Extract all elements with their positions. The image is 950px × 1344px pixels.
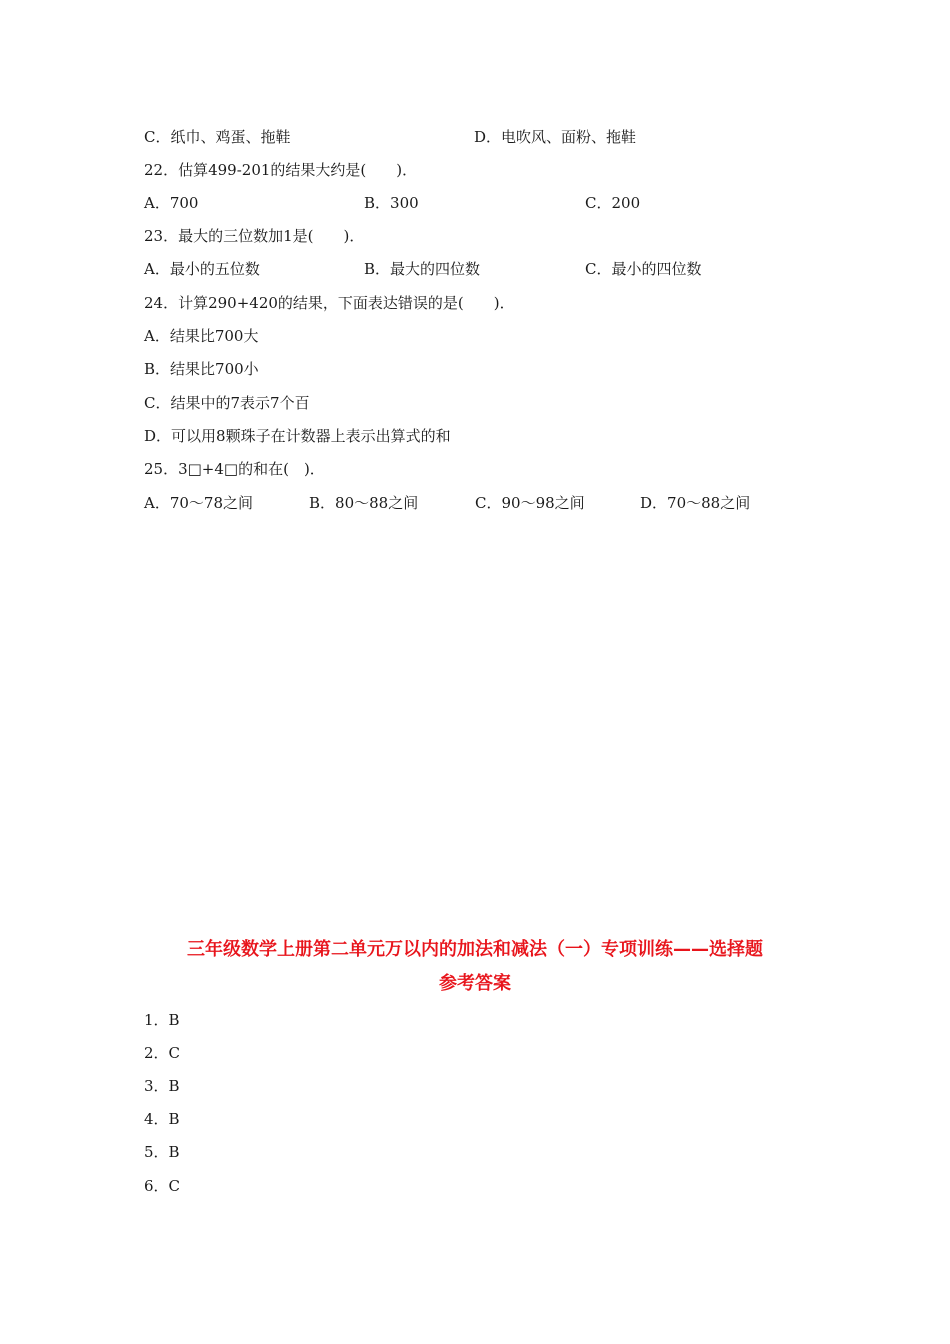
q22-option-b: B．300 bbox=[364, 194, 419, 212]
q24-option-a: A．结果比700大 bbox=[144, 327, 259, 345]
answer-item: 2．C bbox=[144, 1044, 181, 1062]
answer-section-subtitle: 参考答案 bbox=[439, 973, 511, 994]
q21-option-d: D．电吹风、面粉、拖鞋 bbox=[474, 128, 637, 146]
q23-option-c: C．最小的四位数 bbox=[585, 260, 702, 278]
q24-stem: 24．计算290+420的结果，下面表达错误的是( )． bbox=[144, 294, 515, 312]
q25-stem: 25．3□+4□的和在( )． bbox=[144, 460, 325, 478]
answer-item: 4．B bbox=[144, 1110, 180, 1128]
q25-option-c: C．90～98之间 bbox=[475, 494, 585, 512]
q25-option-b: B．80～88之间 bbox=[309, 494, 419, 512]
q25-option-d: D．70～88之间 bbox=[640, 494, 751, 512]
q22-option-a: A．700 bbox=[144, 194, 199, 212]
q22-stem: 22．估算499-201的结果大约是( )． bbox=[144, 161, 418, 179]
q23-stem: 23．最大的三位数加1是( )． bbox=[144, 227, 365, 245]
q24-option-c: C．结果中的7表示7个百 bbox=[144, 394, 310, 412]
q24-option-d: D．可以用8颗珠子在计数器上表示出算式的和 bbox=[144, 427, 451, 445]
answer-item: 6．C bbox=[144, 1177, 181, 1195]
q23-option-b: B．最大的四位数 bbox=[364, 260, 481, 278]
answer-item: 1．B bbox=[144, 1011, 180, 1029]
answer-item: 3．B bbox=[144, 1077, 180, 1095]
answer-section-title: 三年级数学上册第二单元万以内的加法和减法（一）专项训练——选择题 bbox=[187, 939, 763, 960]
q23-option-a: A．最小的五位数 bbox=[144, 260, 260, 278]
q25-option-a: A．70～78之间 bbox=[144, 494, 254, 512]
answer-item: 5．B bbox=[144, 1143, 180, 1161]
q24-option-b: B．结果比700小 bbox=[144, 360, 259, 378]
q21-option-c: C．纸巾、鸡蛋、拖鞋 bbox=[144, 128, 291, 146]
q22-option-c: C．200 bbox=[585, 194, 641, 212]
